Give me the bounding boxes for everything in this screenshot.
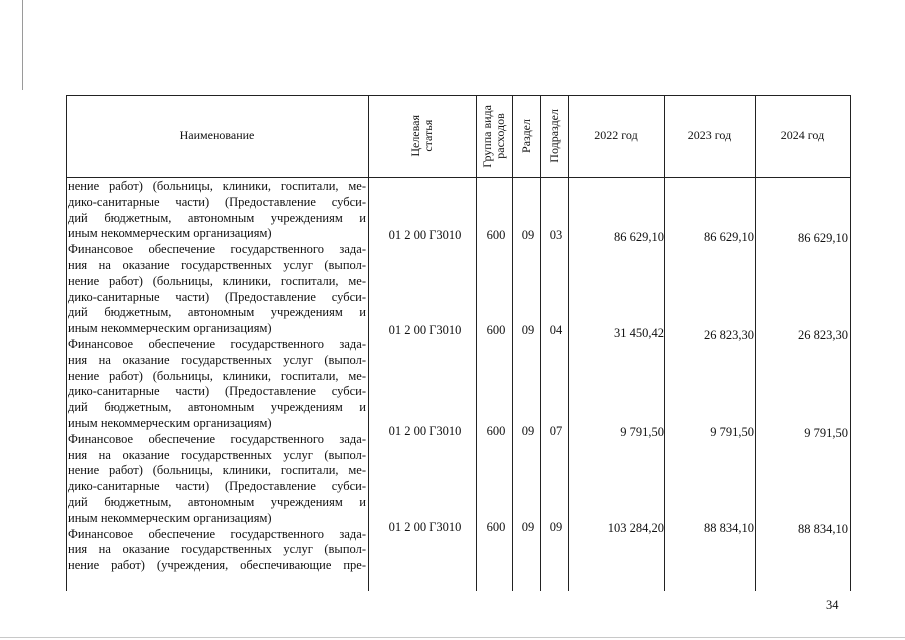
name-line: Финансовое обеспечение государственного зада- — [68, 336, 366, 351]
row-4-article: 01 2 00 Г3010 — [388, 520, 462, 534]
name-line: иным некоммерческим организациям) — [68, 321, 272, 336]
name-line: дий бюджетным, автономным учреждениям и — [68, 210, 366, 225]
row-2-article: 01 2 00 Г3010 — [388, 323, 462, 337]
header-name: Наименование — [179, 128, 255, 142]
scan-bottom-edge — [0, 637, 905, 638]
name-line: Финансовое обеспечение государственного зада- — [68, 526, 366, 541]
row-3-2024: 9 791,50 — [804, 426, 848, 440]
row-2-group: 600 — [486, 323, 506, 337]
name-line: дий бюджетным, автономным учреждениям и — [68, 494, 366, 509]
header-subsection: Подраздел — [546, 109, 561, 163]
row-1-2023: 86 629,10 — [704, 230, 754, 244]
row-3-article: 01 2 00 Г3010 — [388, 424, 462, 438]
name-line: ния на оказание государственных услуг (выпол- — [68, 447, 366, 462]
name-line: нение работ) (учреждения, обеспечивающие пре- — [68, 558, 366, 573]
header-divider — [66, 177, 851, 178]
page-number: 34 — [826, 598, 839, 612]
table-border-right — [850, 95, 851, 591]
name-line: иным некоммерческим организациям) — [68, 510, 272, 525]
name-line: Финансовое обеспечение государственного зада- — [68, 431, 366, 446]
name-line: дико-санитарные части) (Предоставление субси- — [68, 479, 366, 494]
name-line: иным некоммерческим организациям) — [68, 226, 272, 241]
row-4-2022: 103 284,20 — [607, 521, 664, 535]
name-line: ния на оказание государственных услуг (выпол- — [68, 542, 366, 557]
row-1-group: 600 — [486, 228, 506, 242]
row-1-2024: 86 629,10 — [798, 231, 848, 245]
column-divider — [664, 95, 665, 591]
row-2-2024: 26 823,30 — [798, 328, 848, 342]
row-2-subsection: 04 — [549, 323, 563, 337]
row-3-subsection: 07 — [549, 424, 563, 438]
name-line: дико-санитарные части) (Предоставление субси- — [68, 384, 366, 399]
name-line: дий бюджетным, автономным учреждениям и — [68, 400, 366, 415]
row-4-2023: 88 834,10 — [704, 521, 754, 535]
row-4-subsection: 09 — [549, 520, 563, 534]
row-2-2022: 31 450,42 — [614, 326, 664, 340]
row-3-2023: 9 791,50 — [710, 425, 754, 439]
table-border-top — [66, 95, 851, 96]
name-line: иным некоммерческим организациям) — [68, 415, 272, 430]
header-group-cell — [476, 97, 512, 175]
header-section: Раздел — [518, 119, 533, 153]
row-3-group: 600 — [486, 424, 506, 438]
name-line: ния на оказание государственных услуг (выпол- — [68, 352, 366, 367]
row-3-2022: 9 791,50 — [620, 425, 664, 439]
table-border-left — [66, 95, 67, 591]
header-subsection-cell — [540, 97, 568, 175]
header-group: Группа вида расходов — [480, 104, 507, 168]
header-section-cell — [512, 97, 540, 175]
row-3-section: 09 — [521, 424, 535, 438]
column-divider — [568, 95, 569, 591]
row-1-subsection: 03 — [549, 228, 563, 242]
name-column-text — [68, 179, 366, 574]
row-2-section: 09 — [521, 323, 535, 337]
name-line: дико-санитарные части) (Предоставление субси- — [68, 194, 366, 209]
row-4-group: 600 — [486, 520, 506, 534]
header-article: Целевая статья — [408, 115, 435, 157]
row-4-2024: 88 834,10 — [798, 522, 848, 536]
name-line: дий бюджетным, автономным учреждениям и — [68, 305, 366, 320]
row-2-2023: 26 823,30 — [704, 328, 754, 342]
name-line: нение работ) (больницы, клиники, госпитали, ме- — [68, 368, 366, 383]
row-4-section: 09 — [521, 520, 535, 534]
name-line: нение работ) (больницы, клиники, госпитали, ме- — [68, 273, 366, 288]
row-1-article: 01 2 00 Г3010 — [388, 228, 462, 242]
name-line: нение работ) (больницы, клиники, госпитали, ме- — [68, 179, 366, 193]
scan-edge-mark — [22, 0, 23, 90]
name-line: ния на оказание государственных услуг (выпол- — [68, 257, 366, 272]
header-article-cell — [368, 97, 476, 175]
name-line: нение работ) (больницы, клиники, госпитали, ме- — [68, 463, 366, 478]
header-year-2022: 2022 год — [594, 128, 638, 142]
name-line: дико-санитарные части) (Предоставление субси- — [68, 289, 366, 304]
budget-table — [66, 95, 851, 591]
column-divider — [755, 95, 756, 591]
header-year-2023: 2023 год — [687, 128, 732, 142]
row-1-section: 09 — [521, 228, 535, 242]
header-year-2024: 2024 год — [780, 128, 825, 142]
name-line: Финансовое обеспечение государственного зада- — [68, 242, 366, 257]
row-1-2022: 86 629,10 — [614, 230, 664, 244]
